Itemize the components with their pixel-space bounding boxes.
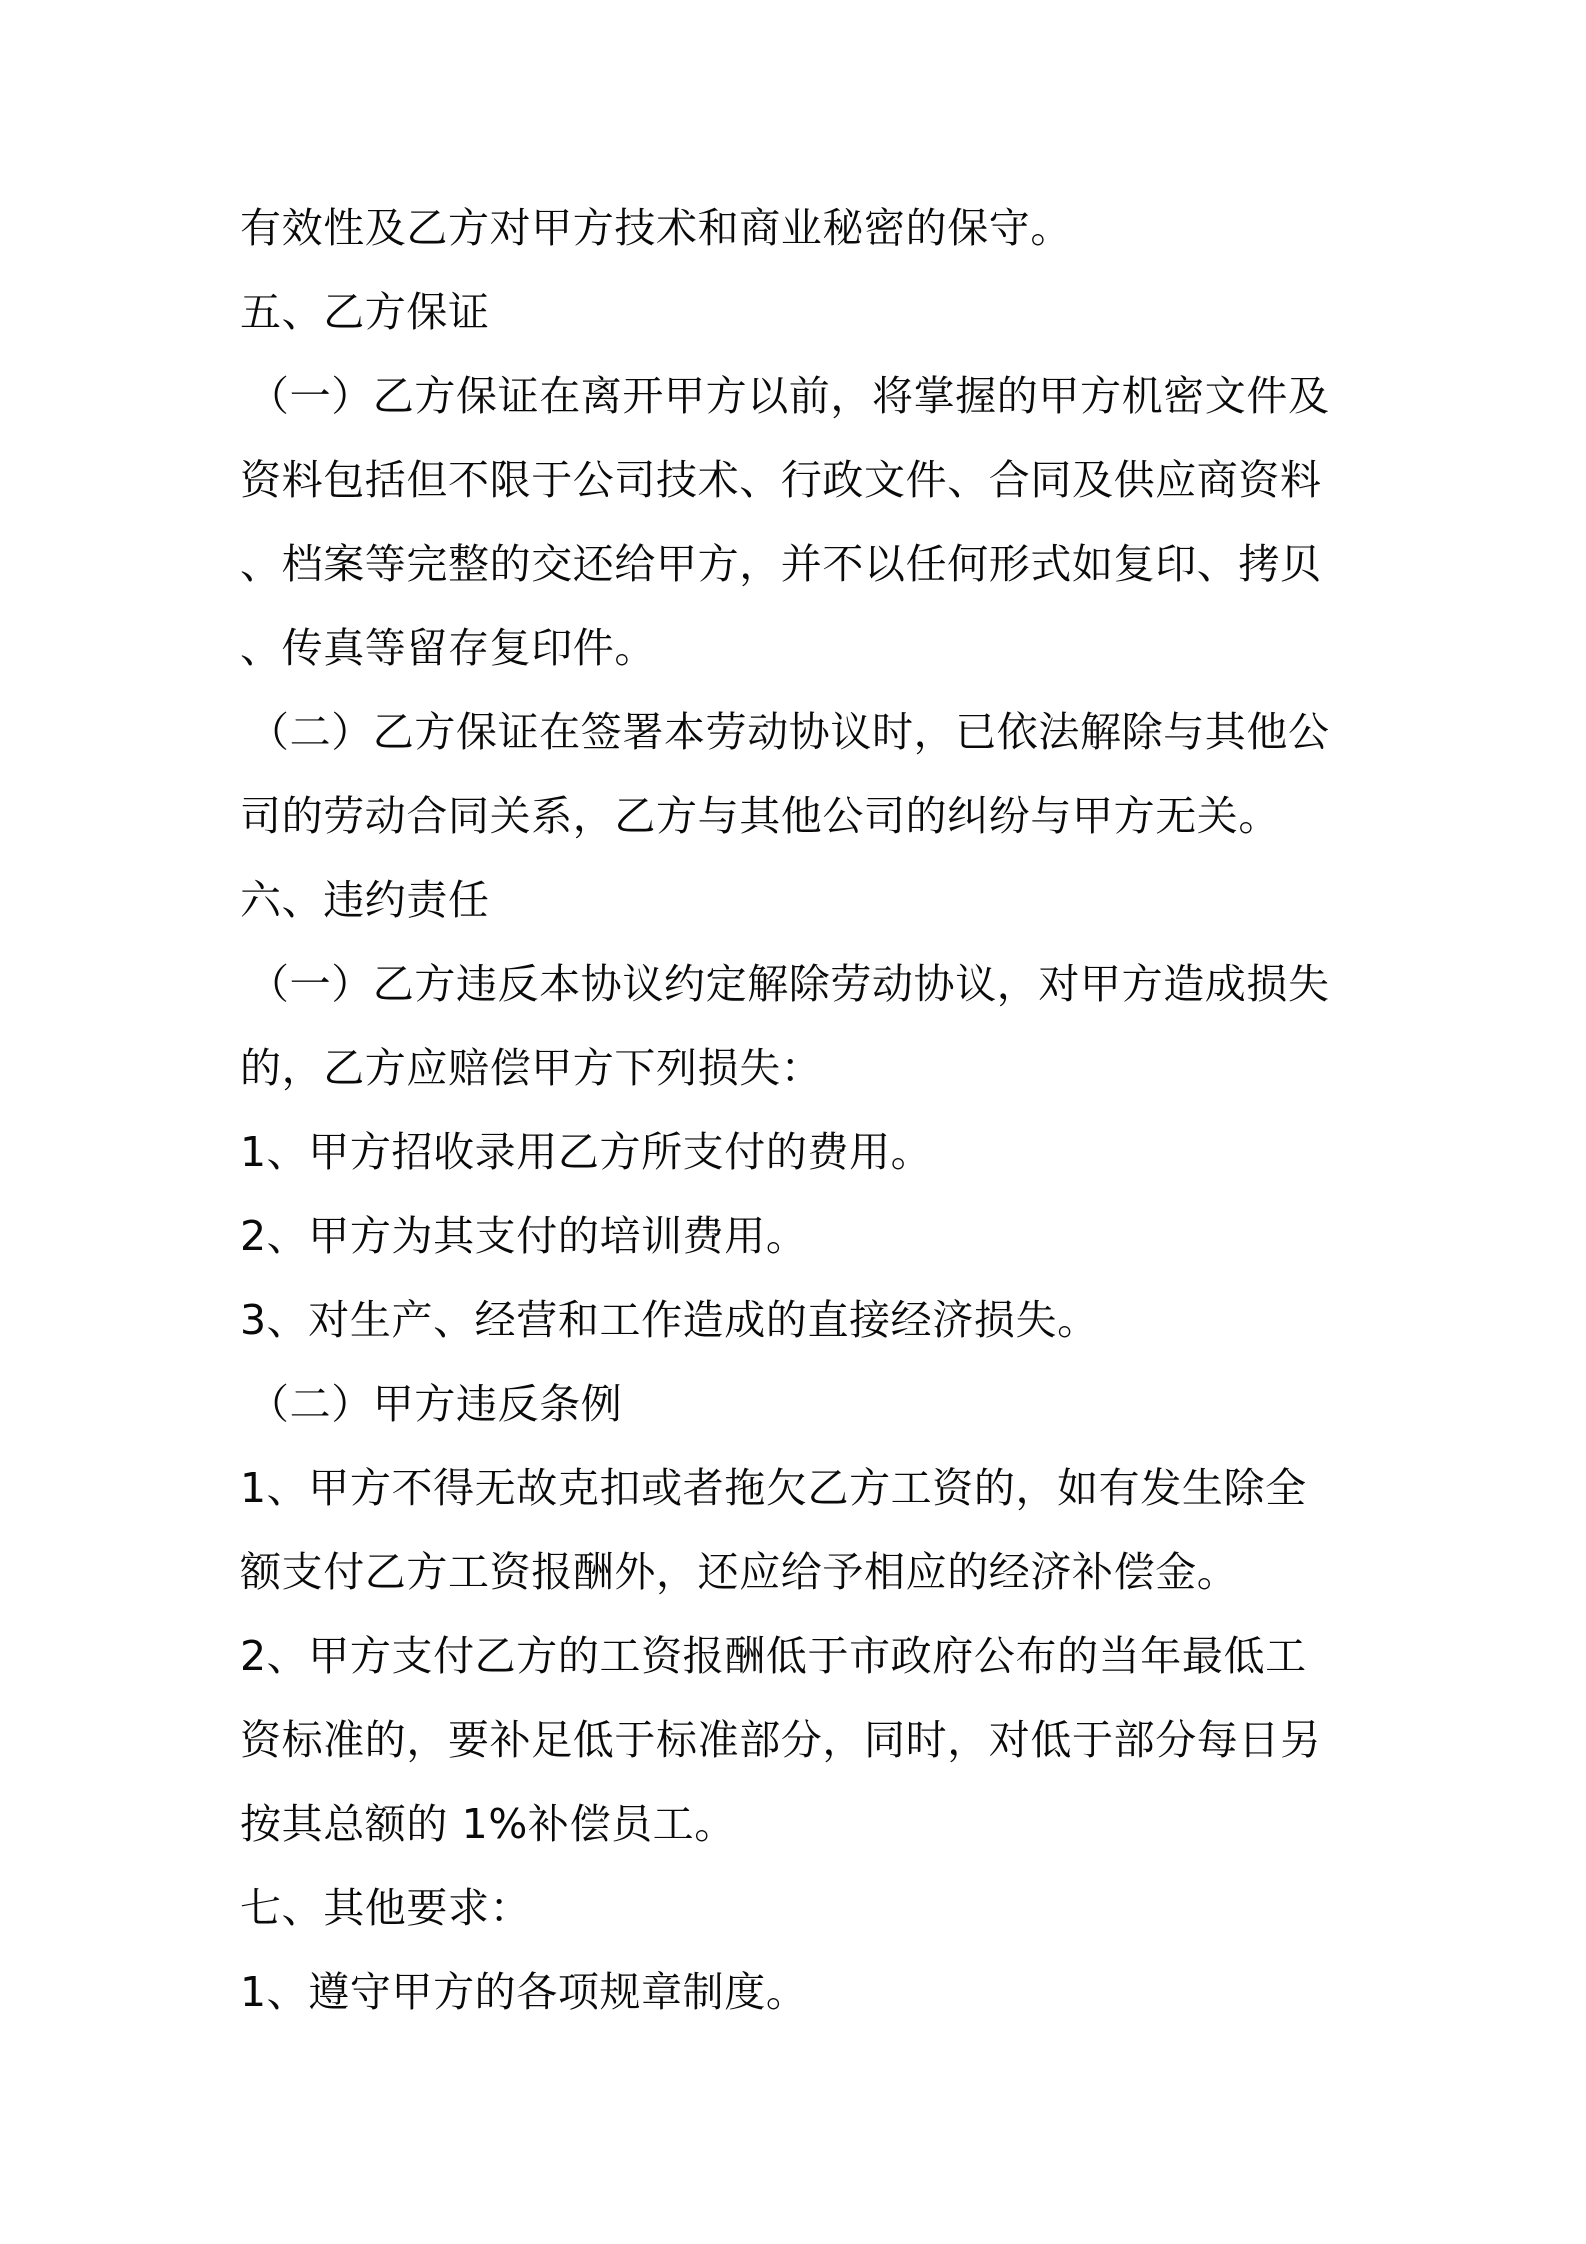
list-item-1: 1、甲方招收录用乙方所支付的费用。 <box>240 1128 933 1176</box>
text-line-16: 1、甲方不得无故克扣或者拖欠乙方工资的，如有发生除全 <box>240 1464 1307 1512</box>
text-line-8: 司的劳动合同关系，乙方与其他公司的纠纷与甲方无关。 <box>240 792 1280 840</box>
text-line-7: （二）乙方保证在签署本劳动协议时，已依法解除与其他公 <box>248 708 1330 756</box>
text-line-10: （一）乙方违反本协议约定解除劳动协议，对甲方造成损失 <box>248 960 1330 1008</box>
text-line-4: 资料包括但不限于公司技术、行政文件、合同及供应商资料 <box>240 456 1322 504</box>
text-line-22: 1、遵守甲方的各项规章制度。 <box>240 1968 808 2016</box>
text-line-17: 额支付乙方工资报酬外，还应给予相应的经济补偿金。 <box>240 1548 1239 1596</box>
text-line-19: 资标准的，要补足低于标准部分，同时，对低于部分每日另 <box>240 1716 1322 1764</box>
text-line-5: 、档案等完整的交还给甲方，并不以任何形式如复印、拷贝 <box>240 540 1322 588</box>
list-item-3: 3、对生产、经营和工作造成的直接经济损失。 <box>240 1296 1099 1344</box>
text-line-1: 有效性及乙方对甲方技术和商业秘密的保守。 <box>240 204 1072 252</box>
section-heading-6: 六、违约责任 <box>240 876 490 924</box>
section-heading-5: 五、乙方保证 <box>240 288 490 336</box>
text-line-20: 按其总额的 1%补偿员工。 <box>240 1800 736 1848</box>
list-item-2: 2、甲方为其支付的培训费用。 <box>240 1212 808 1260</box>
text-line-18: 2、甲方支付乙方的工资报酬低于市政府公布的当年最低工 <box>240 1632 1307 1680</box>
subsection-heading: （二）甲方违反条例 <box>248 1380 623 1428</box>
text-line-11: 的，乙方应赔偿甲方下列损失： <box>240 1044 823 1092</box>
text-line-6: 、传真等留存复印件。 <box>240 624 656 672</box>
text-line-3: （一）乙方保证在离开甲方以前，将掌握的甲方机密文件及 <box>248 372 1330 420</box>
section-heading-7: 七、其他要求： <box>240 1884 532 1932</box>
